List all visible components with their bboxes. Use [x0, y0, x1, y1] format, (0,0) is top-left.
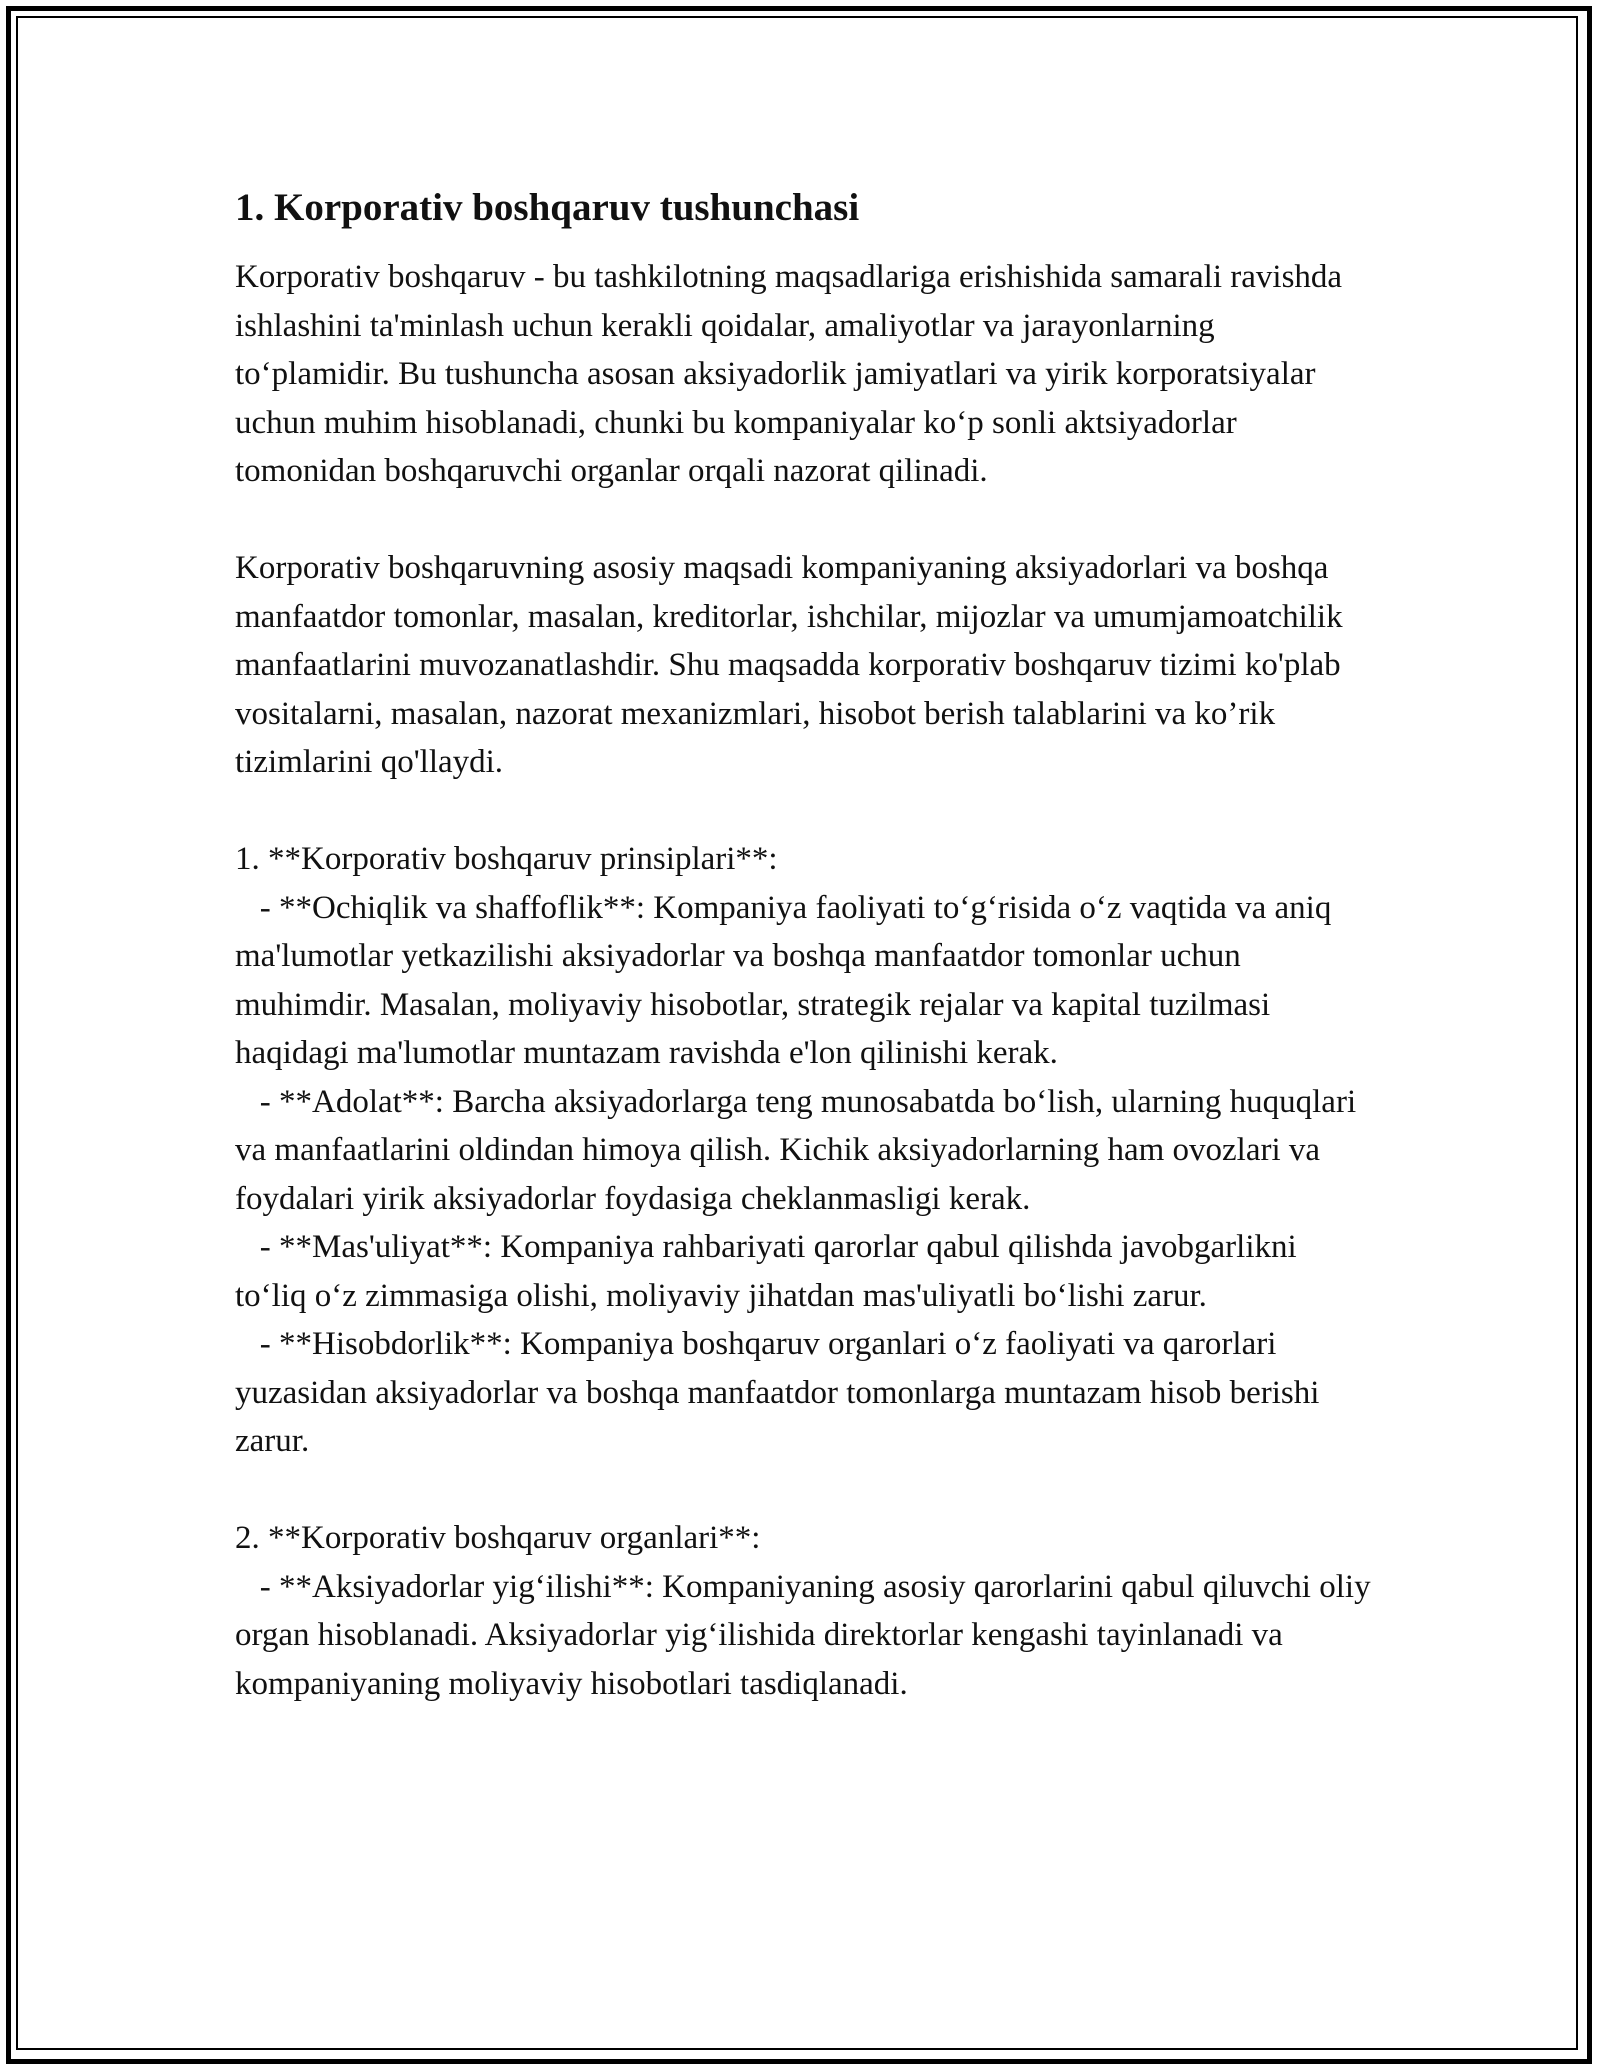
section-1-item-fairness: - **Adolat**: Barcha aksiyadorlarga teng munosabatda bo‘lish, ularning huquqlari va manfaatlarini oldindan himoya qilish. Kichik aksiyadorlarning ham ovozlari va foydalari yirik aksiyadorlar foydasiga cheklanmasligi kerak.: [235, 1083, 1365, 1217]
paragraph-gap: [235, 1466, 1375, 1515]
section-2-item-shareholders-meeting: - **Aksiyadorlar yig‘ilishi**: Kompaniyaning asosiy qarorlarini qabul qiluvchi oliy organ hisoblanadi. Aksiyadorlar yig‘ilishida direktorlar kengashi tayinlanadi va kompaniyaning moliyaviy hisobotlari tasdiqlanadi.: [235, 1568, 1379, 1702]
intro-paragraph-2: Korporativ boshqaruvning asosiy maqsadi kompaniyaning aksiyadorlari va boshqa manfaatdor tomonlar, masalan, kreditorlar, ishchilar, mijozlar va umumjamoatchilik manfaatlarini muvozanatlashdir. Shu maqsadda korporativ boshqaruv tizimi ko'plab vositalarni, masalan, nazorat mexanizmlari, hisobot berish talablarini va ko’rik tizimlarini qo'llaydi.: [235, 550, 1343, 780]
section-2-title: 2. **Korporativ boshqaruv organlari**:: [235, 1520, 761, 1556]
document-body: [235, 185, 1379, 1708]
section-1-title: 1. **Korporativ boshqaruv prinsiplari**:: [235, 841, 778, 877]
paragraph-gap: [235, 787, 1375, 836]
section-1-item-openness: - **Ochiqlik va shaffoflik**: Kompaniya faoliyati to‘g‘risida o‘z vaqtida va aniq ma'lumotlar yetkazilishi aksiyadorlar va boshqa manfaatdor tomonlar uchun muhimdir. Masalan, moliyaviy hisobotlar, strategik rejalar va kapital tuzilmasi haqidagi ma'lumotlar muntazam ravishda e'lon qilinishi kerak.: [235, 889, 1340, 1071]
section-1-item-responsibility: - **Mas'uliyat**: Kompaniya rahbariyati qarorlar qabul qilishda javobgarlikni to‘liq o‘z zimmasiga olishi, moliyaviy jihatdan mas'uliyatli bo‘lishi zarur.: [235, 1229, 1305, 1314]
document-heading: 1. Korporativ boshqaruv tushunchasi: [235, 186, 860, 229]
section-1-item-accountability: - **Hisobdorlik**: Kompaniya boshqaruv organlari o‘z faoliyati va qarorlari yuzasidan aksiyadorlar va boshqa manfaatdor tomonlarga muntazam hisob berishi zarur.: [235, 1326, 1328, 1459]
paragraph-gap: [235, 496, 1375, 545]
intro-paragraph-1: Korporativ boshqaruv - bu tashkilotning maqsadlariga erishishida samarali ravishda ishlashini ta'minlash uchun kerakli qoidalar, amaliyotlar va jarayonlarning to‘plamidir. Bu tushuncha asosan aksiyadorlik jamiyatlari va yirik korporatsiyalar uchun muhim hisoblanadi, chunki bu kompaniyalar ko‘p sonli aktsiyadorlar tomonidan boshqaruvchi organlar orqali nazorat qilinadi.: [235, 259, 1343, 489]
